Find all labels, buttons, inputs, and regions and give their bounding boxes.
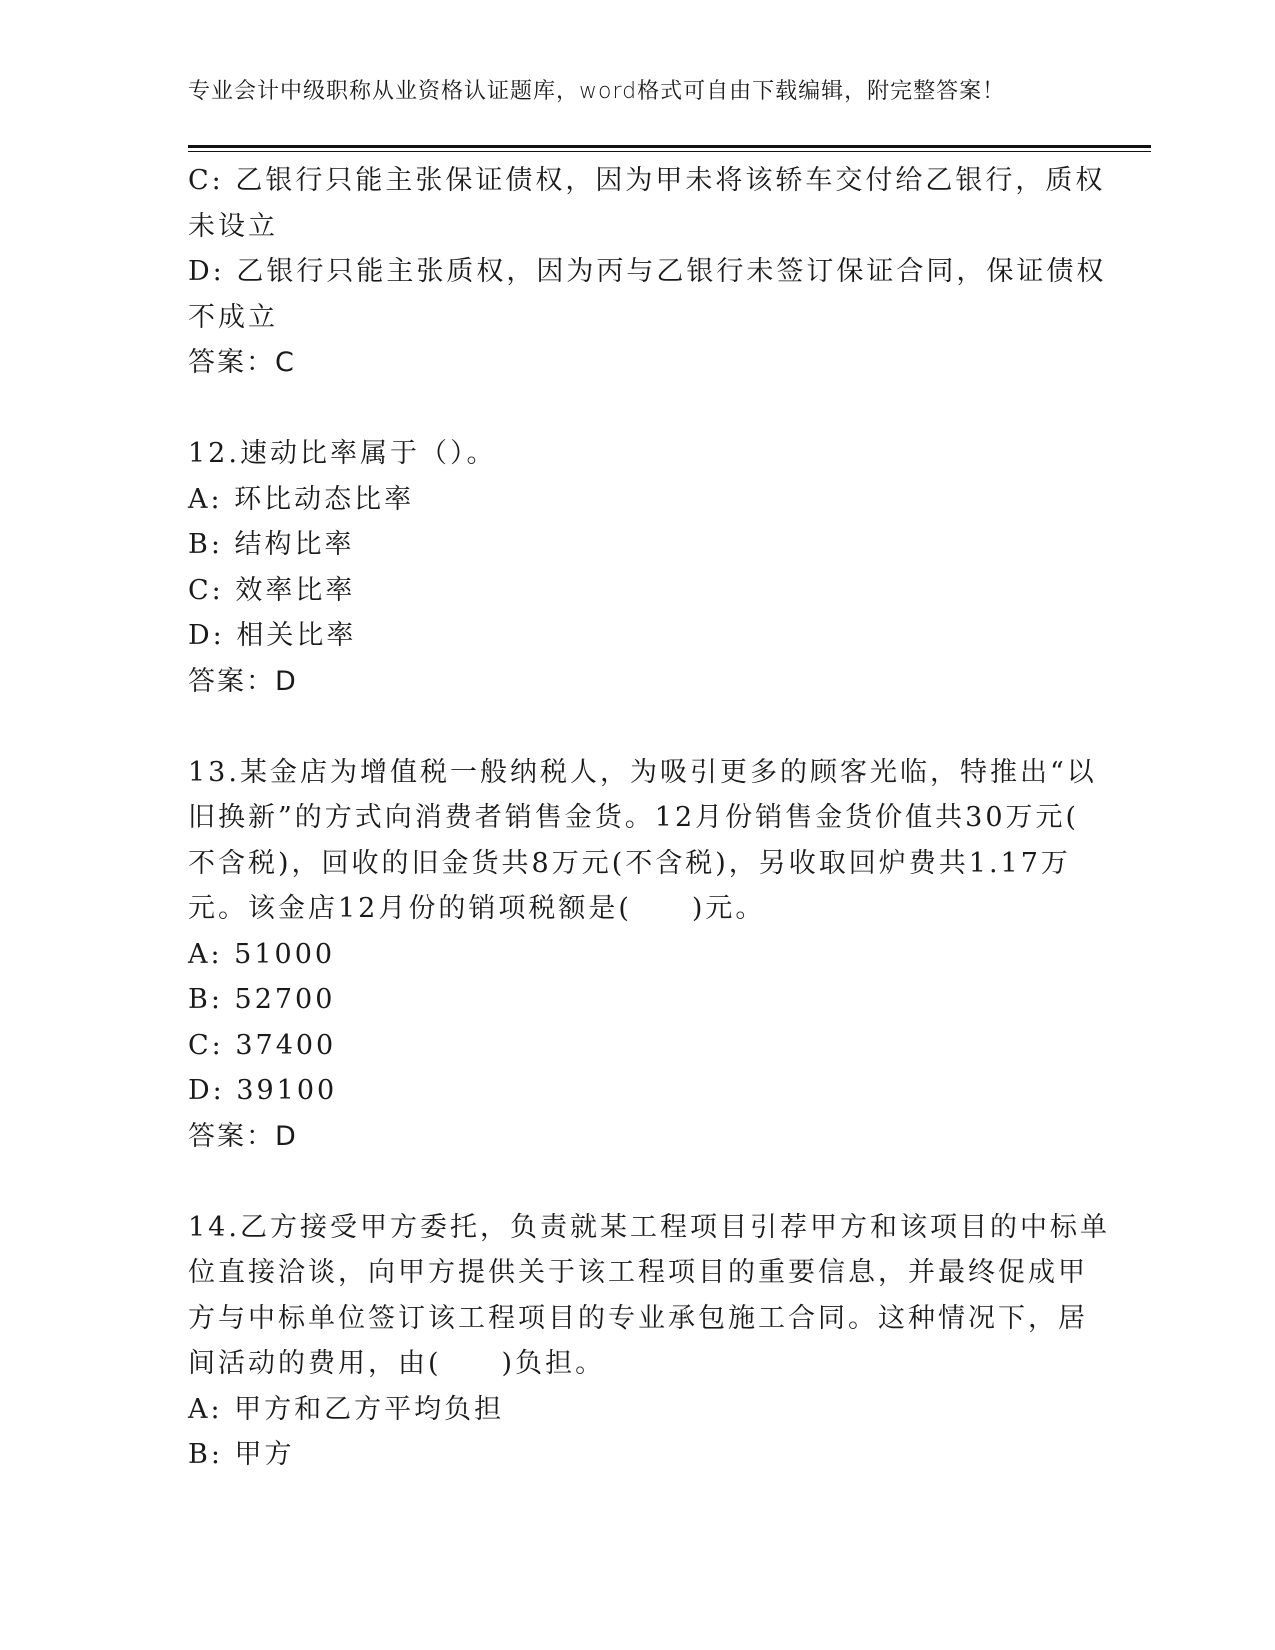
question-stem-line-1: 13.某金店为增值税一般纳税人，为吸引更多的顾客光临，特推出“以 xyxy=(188,756,1097,788)
question-stem-line-3: 方与中标单位签订该工程项目的专业承包施工合同。这种情况下，居 xyxy=(188,1302,1088,1334)
question-stem-line-1: 14.乙方接受甲方委托，负责就某工程项目引荐甲方和该项目的中标单 xyxy=(188,1211,1110,1243)
question-stem-line-2: 旧换新”的方式向消费者销售金货。12月份销售金货价值共30万元( xyxy=(188,802,1080,833)
answer-line: 答案：C xyxy=(188,347,296,378)
header-rule-thin xyxy=(188,151,1151,152)
option-c: C: 效率比率 xyxy=(188,574,356,606)
option-c: C: 37400 xyxy=(188,1029,337,1061)
question-12 xyxy=(188,431,1068,704)
question-spacer xyxy=(188,386,1068,432)
question-stem-line-3: 不含税)，回收的旧金货共8万元(不含税)，另收取回炉费共1.17万 xyxy=(188,847,1071,879)
question-stem-line-2: 位直接洽谈，向甲方提供关于该工程项目的重要信息，并最终促成甲 xyxy=(188,1257,1088,1288)
answer-line: 答案：D xyxy=(188,1120,298,1152)
option-a: A: 51000 xyxy=(188,938,336,970)
question-14 xyxy=(188,1205,1110,1478)
option-c-line-1: C: 乙银行只能主张保证债权，因为甲未将该轿车交付给乙银行，质权 xyxy=(188,165,1106,196)
question-spacer xyxy=(188,1159,1068,1205)
question-13 xyxy=(188,750,1097,1160)
header-rule-thick xyxy=(188,145,1151,148)
page-header: 专业会计中级职称从业资格认证题库，word格式可自由下载编辑，附完整答案！ xyxy=(188,79,1006,104)
option-c-line-2: 未设立 xyxy=(188,210,278,242)
answer-line: 答案：D xyxy=(188,665,298,697)
option-b: B: 甲方 xyxy=(188,1439,295,1470)
option-d-line-1: D: 乙银行只能主张质权，因为丙与乙银行未签订保证合同，保证债权 xyxy=(188,256,1107,287)
option-d: D: 39100 xyxy=(188,1075,338,1106)
question-stem: 12.速动比率属于（）。 xyxy=(188,438,497,469)
option-d-line-2: 不成立 xyxy=(188,301,278,333)
option-b: B: 结构比率 xyxy=(188,529,355,560)
option-a: A: 环比动态比率 xyxy=(188,483,415,515)
option-a: A: 甲方和乙方平均负担 xyxy=(188,1393,505,1425)
question-spacer xyxy=(188,704,1068,750)
question-11-tail xyxy=(188,158,1107,386)
option-b: B: 52700 xyxy=(188,984,336,1015)
question-content xyxy=(188,158,1110,1478)
option-d: D: 相关比率 xyxy=(188,620,357,651)
question-stem-line-4: 间活动的费用，由( )负担。 xyxy=(188,1348,606,1379)
question-stem-line-4: 元。该金店12月份的销项税额是( )元。 xyxy=(188,893,766,924)
